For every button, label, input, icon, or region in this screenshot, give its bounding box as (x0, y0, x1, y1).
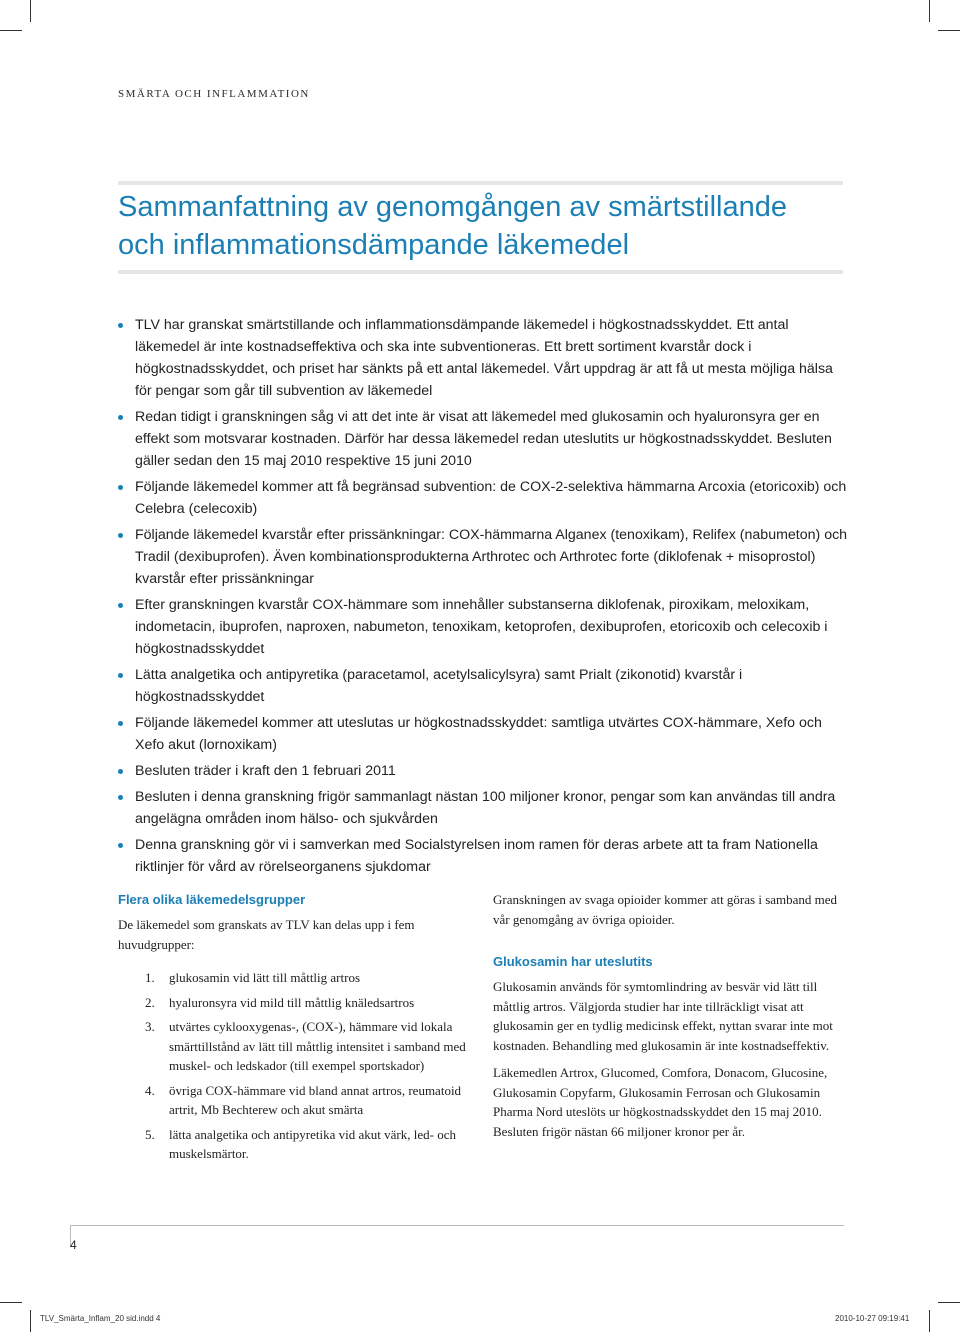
drug-group-item: 2. hyaluronsyra vid mild till måttlig knäledsartros (145, 994, 415, 1010)
summary-bullet: Efter granskningen kvarstår COX-hämmare som innehåller substanserna diklofenak, piroxikam, meloxikam, indometacin, ibuprofen, naproxen, nabumeton, tenoxikam, ketoprofen, dexibuprofen, etoricoxib och celecoxib i högkostnadsskyddet (117, 594, 852, 660)
summary-bullet-list (117, 314, 852, 882)
crop-mark (0, 30, 22, 31)
bullet-dot-icon (118, 603, 123, 608)
left-column-intro: De läkemedel som granskats av TLV kan delas upp i fem huvudgrupper: (118, 917, 415, 952)
right-column-paragraph-2: Läkemedlen Artrox, Glucomed, Comfora, Donacom, Glucosine, Glukosamin Copyfarm, Glukosamin Ferrosan och Glukosamin Pharma Nord uteslöts ur högkostnadsskyddet den 15 maj 2010. Besluten frigör nästan 66 miljoner kronor per år. (493, 1065, 828, 1139)
summary-bullet: Besluten träder i kraft den 1 februari 2011 (117, 760, 852, 782)
bullet-dot-icon (118, 795, 123, 800)
page-title (118, 188, 858, 264)
bullet-dot-icon (118, 673, 123, 678)
left-column (118, 891, 478, 1169)
bullet-dot-icon (118, 533, 123, 538)
summary-bullet: Denna granskning gör vi i samverkan med Socialstyrelsen inom ramen för deras arbete att ta fram Nationella riktlinjer för vård av rörelseorganens sjukdomar (117, 834, 852, 878)
summary-bullet: Redan tidigt i granskningen såg vi att det inte är visat att läkemedel med glukosamin och hyaluronsyra ger en effekt som motsvarar kostnaden. Därför har dessa läkemedel redan uteslutits ur högkostnadsskyddet. Besluten gäller sedan den 15 maj 2010 respektive 15 juni 2010 (117, 406, 852, 472)
bullet-dot-icon (118, 323, 123, 328)
right-column-intro: Granskningen av svaga opioider kommer att göras i samband med vår genomgång av övriga opioider. (493, 892, 838, 927)
crop-mark (938, 30, 960, 31)
bullet-dot-icon (118, 485, 123, 490)
crop-mark (938, 1302, 960, 1303)
right-column-paragraph-1: Glukosamin används för symtomlindring av besvär vid lätt till måttlig artros. Välgjorda studier har inte tillräckligt visat att glukosamin ger en tydlig medicinsk effekt, nyttan svarar inte mot kostnaden. Behandling med glukosamin är inte kostnadseffektiv. (493, 979, 833, 1053)
drug-group-item: 5. lätta analgetika och antipyretika vid akut värk, led- och muskelsmärtor. (145, 1126, 456, 1161)
title-line-2: och inflammationsdämpande läkemedel (118, 229, 630, 261)
page-number: 4 (70, 1238, 77, 1252)
summary-bullet: Följande läkemedel kommer att få begränsad subvention: de COX-2-selektiva hämmarna Arcoxia (etoricoxib) och Celebra (celecoxib) (117, 476, 852, 520)
summary-bullet: Besluten i denna granskning frigör sammanlagt nästan 100 miljoner kronor, pengar som kan användas till andra angelägna områden inom hälso- och sjukvården (117, 786, 852, 830)
summary-bullet: Lätta analgetika och antipyretika (paracetamol, acetylsalicylsyra) samt Prialt (zikonotid) kvarstår i högkostnadsskyddet (117, 664, 852, 708)
drug-group-item: 3. utvärtes cyklooxygenas-, (COX-), hämmare vid lokala smärttillstånd av lätt till måttlig intensitet i samband med muskel- och ledskador (till exempel sportskador) (145, 1019, 466, 1073)
left-column-heading: Flera olika läkemedelsgrupper (118, 892, 306, 907)
title-line-1: Sammanfattning av genomgången av smärtstillande (118, 191, 787, 223)
drug-group-list (118, 968, 478, 1164)
slug-date: 2010-10-27 09:19:41 (835, 1314, 910, 1323)
bullet-dot-icon (118, 843, 123, 848)
drug-group-item: 4. övriga COX-hämmare vid bland annat artros, reumatoid artrit, Mb Bechterew och akut smärta (145, 1082, 462, 1117)
crop-mark (929, 0, 930, 22)
crop-mark (0, 1302, 22, 1303)
summary-bullet: Följande läkemedel kommer att uteslutas ur högkostnadsskyddet: samtliga utvärtes COX-hämmare, Xefo och Xefo akut (lornoxikam) (117, 712, 852, 756)
slug-file: TLV_Smärta_Inflam_20 sid.indd 4 (40, 1314, 161, 1323)
crop-mark (30, 0, 31, 22)
footer-rule (70, 1225, 844, 1226)
right-column-heading: Glukosamin har uteslutits (493, 954, 653, 969)
title-rule-top (118, 181, 843, 185)
right-column (493, 890, 843, 1141)
summary-bullet: TLV har granskat smärtstillande och inflammationsdämpande läkemedel i högkostnadsskyddet. Ett antal läkemedel är inte kostnadseffektiva och ska inte subventioneras. Ett brett sortiment kvarstår dock i högkostnadsskyddet, och priset har sänkts på ett antal läkemedel. Vårt uppdrag är att få ut mesta möjliga hälsa för pengar som går till subvention av läkemedel (117, 314, 852, 402)
crop-mark (30, 1310, 31, 1332)
bullet-dot-icon (118, 769, 123, 774)
bullet-dot-icon (118, 415, 123, 420)
title-rule-bottom (118, 270, 843, 274)
summary-bullet: Följande läkemedel kvarstår efter prissänkningar: COX-hämmarna Alganex (tenoxikam), Relifex (nabumeton) och Tradil (dexibuprofen). Även kombinationsprodukterna Arthrotec och Arthrotec forte (diklofenak + misoprostol) kvarstår efter prissänkningar (117, 524, 852, 590)
drug-group-item: 1. glukosamin vid lätt till måttlig artros (145, 970, 361, 985)
section-label: SMÄRTA OCH INFLAMMATION (118, 88, 310, 100)
bullet-dot-icon (118, 721, 123, 726)
crop-mark (929, 1310, 930, 1332)
